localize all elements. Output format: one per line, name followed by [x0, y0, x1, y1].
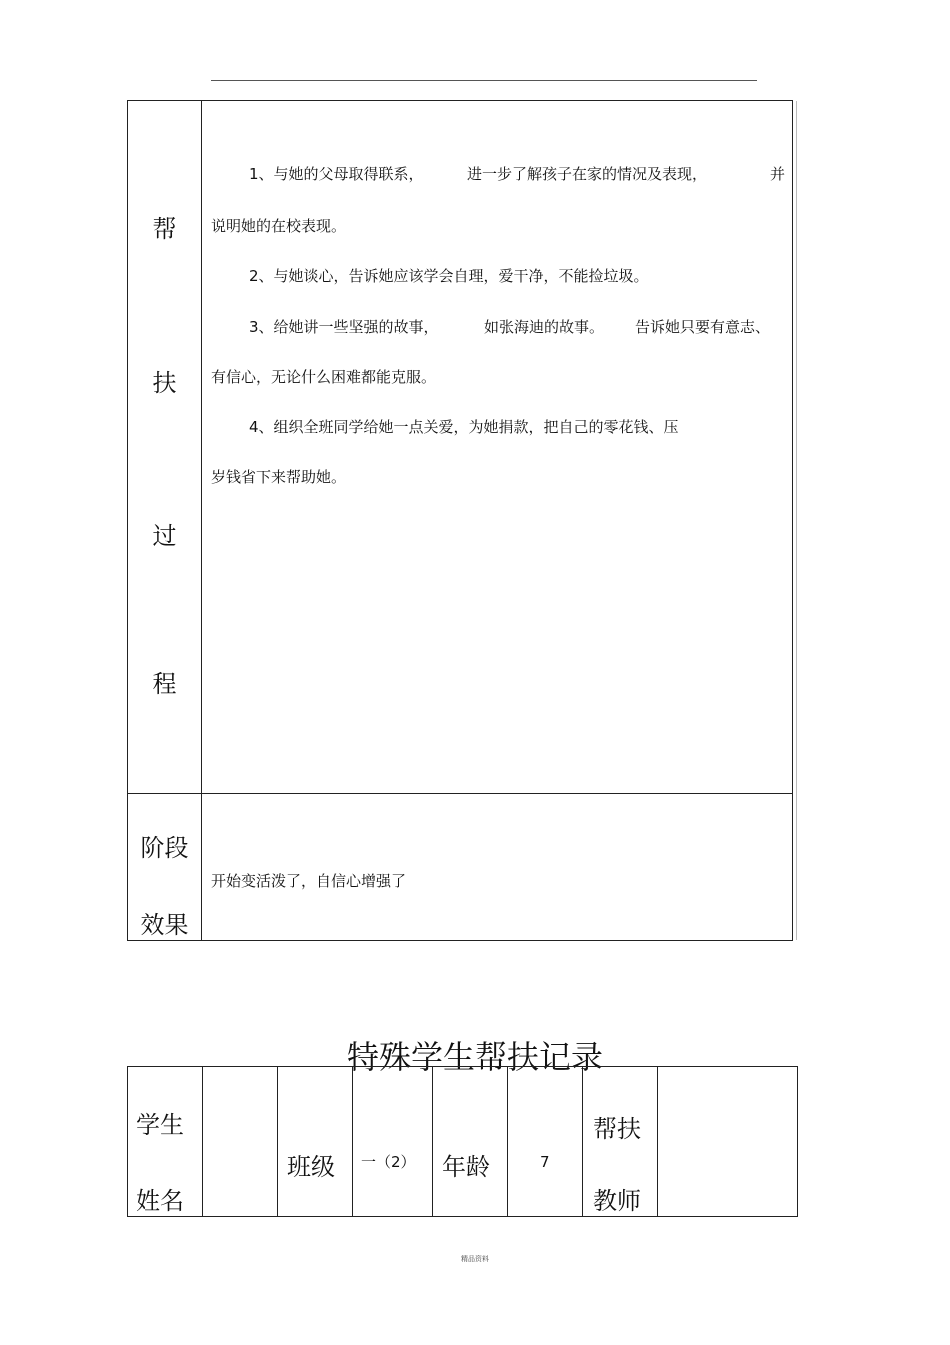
teacher-label-1: 帮扶	[593, 1115, 641, 1143]
column-divider	[582, 1067, 583, 1216]
class-value: 一（2）	[361, 1153, 416, 1171]
step-3-part-2: 如张海迪的故事。	[484, 318, 605, 336]
table-edge-shadow	[796, 101, 797, 940]
process-label-char: 帮	[152, 215, 177, 243]
step-1-continued: 说明她的在校表现。	[211, 217, 347, 235]
teacher-label-2: 教师	[593, 1187, 641, 1215]
column-divider	[432, 1067, 433, 1216]
age-value: 7	[540, 1153, 550, 1171]
process-label-char: 过	[152, 522, 177, 550]
row-divider	[128, 793, 792, 794]
column-divider	[201, 101, 202, 940]
assistance-table	[127, 100, 793, 941]
step-1-part-1: 1、与她的父母取得联系，	[249, 165, 424, 183]
student-info-table	[127, 1066, 798, 1217]
stage-effect-label-2: 效果	[140, 911, 189, 939]
step-4-continued: 岁钱省下来帮助她。	[211, 468, 347, 486]
student-name-label-2: 姓名	[136, 1187, 184, 1215]
step-3-continued: 有信心，无论什么困难都能克服。	[211, 368, 437, 386]
footer-note: 精品资料	[461, 1255, 489, 1263]
column-divider	[657, 1067, 658, 1216]
column-divider	[507, 1067, 508, 1216]
stage-effect-label-1: 阶段	[140, 834, 189, 862]
top-rule	[211, 80, 757, 81]
process-label-char: 扶	[152, 369, 177, 397]
column-divider	[352, 1067, 353, 1216]
student-name-label-1: 学生	[136, 1111, 184, 1139]
process-label-char: 程	[152, 670, 177, 698]
step-3-part-3: 告诉她只要有意志、	[635, 318, 771, 336]
step-3-part-1: 3、给她讲一些坚强的故事，	[249, 318, 439, 336]
stage-effect-content: 开始变活泼了，自信心增强了	[211, 872, 407, 890]
column-divider	[277, 1067, 278, 1216]
step-1-part-3: 并	[770, 165, 786, 183]
class-label: 班级	[287, 1153, 335, 1181]
age-label: 年龄	[442, 1153, 490, 1181]
step-2: 2、与她谈心，告诉她应该学会自理，爱干净，不能捡垃圾。	[249, 267, 649, 285]
step-1-part-2: 进一步了解孩子在家的情况及表现，	[467, 165, 708, 183]
column-divider	[202, 1067, 203, 1216]
record-title: 特殊学生帮扶记录	[346, 1038, 603, 1076]
step-4: 4、组织全班同学给她一点关爱，为她捐款，把自己的零花钱、压	[249, 418, 679, 436]
